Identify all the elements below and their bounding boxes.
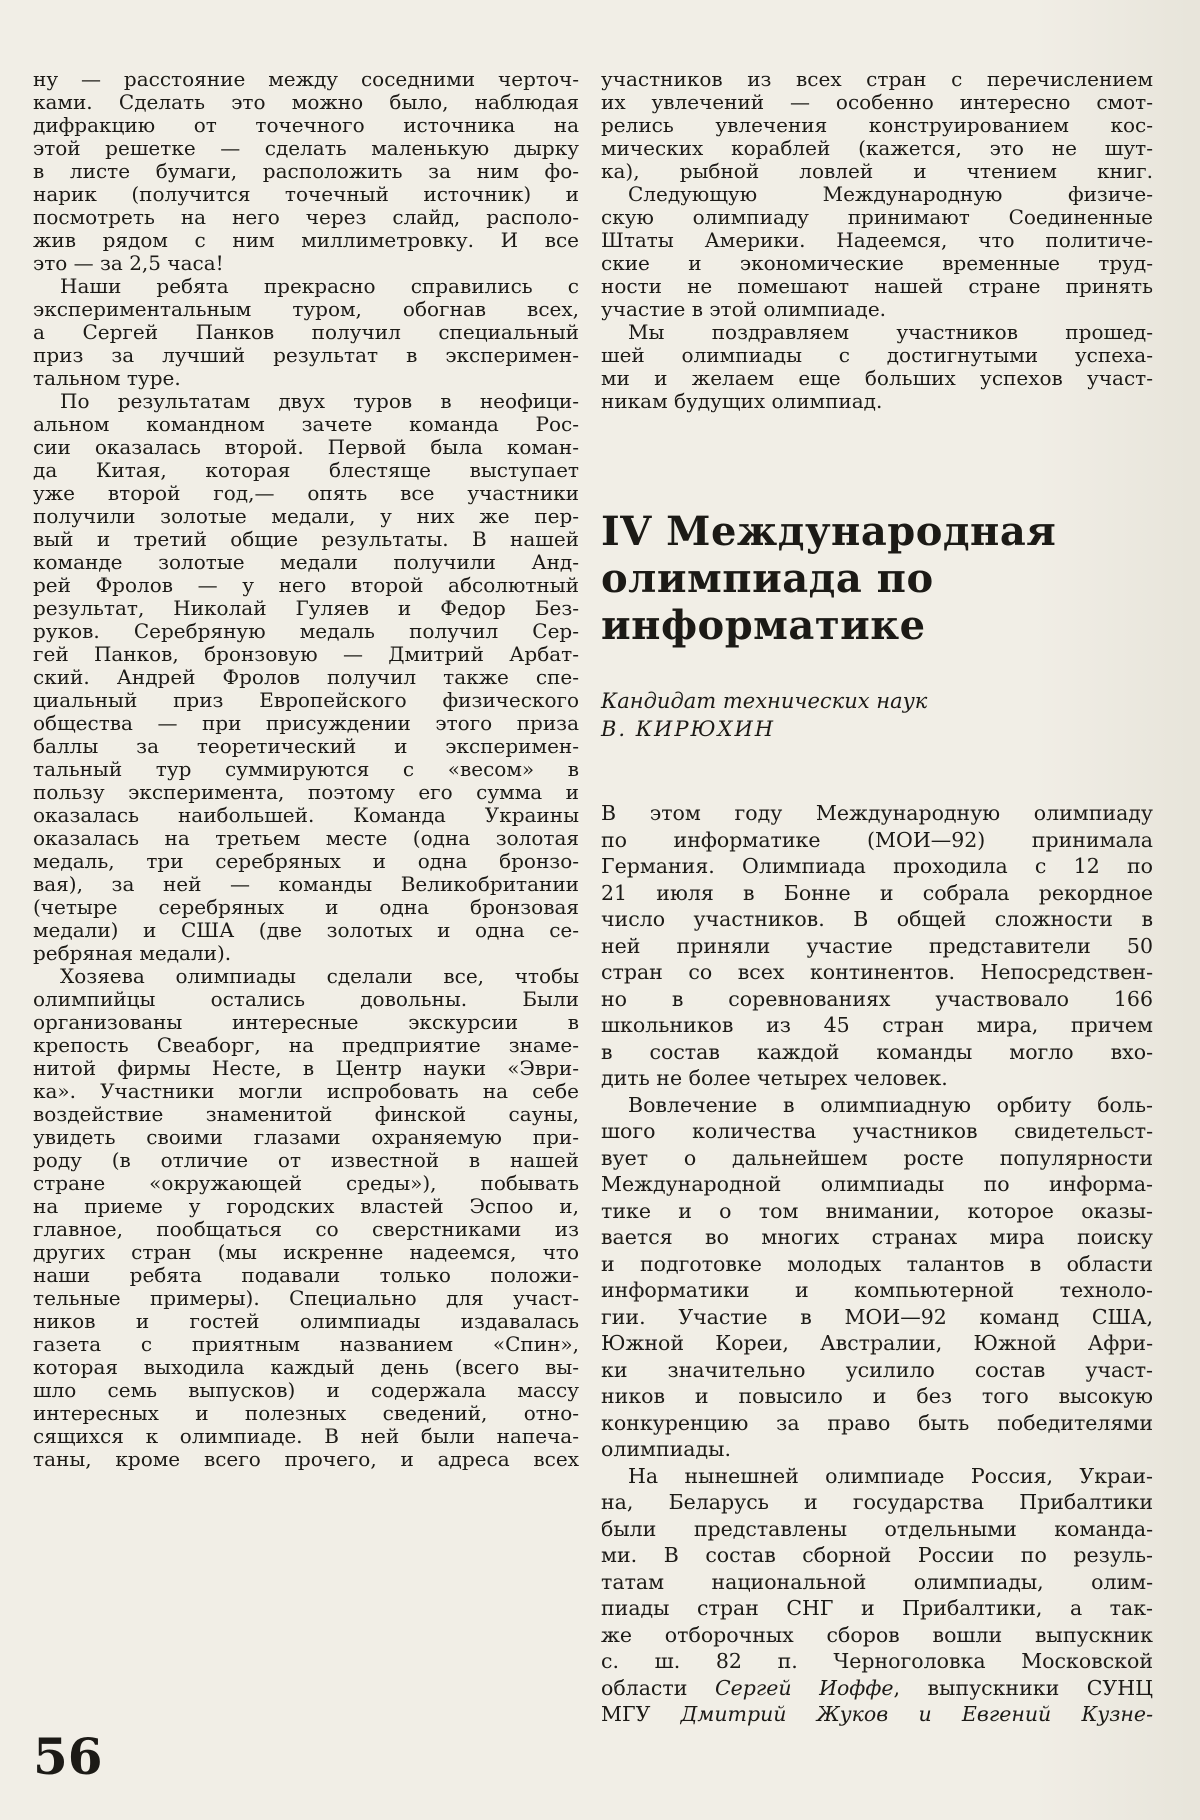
text-line xyxy=(33,712,579,735)
text-segment: оказалась на третьем месте (одна золотая xyxy=(33,826,579,850)
text-segment: тельные примеры). Специально для участ- xyxy=(33,1286,579,1310)
text-segment: это — за 2,5 часа! xyxy=(33,251,224,275)
text-line xyxy=(601,275,1153,298)
text-segment: но в соревнованиях участвовало 166 xyxy=(601,986,1153,1011)
text-line xyxy=(601,1595,1153,1622)
text-line xyxy=(33,988,579,1011)
text-line xyxy=(33,804,579,827)
text-line xyxy=(601,1198,1153,1225)
text-segment: уже второй год,— опять все участники xyxy=(33,481,579,505)
text-line xyxy=(601,1330,1153,1357)
text-segment: которая выходила каждый день (всего вы- xyxy=(33,1355,579,1379)
text-segment: их увлечений — особенно интересно смот- xyxy=(601,90,1153,114)
text-segment: тике и о том внимании, которое оказы- xyxy=(601,1198,1153,1223)
text-line xyxy=(33,1218,579,1241)
text-line xyxy=(33,758,579,781)
text-segment: экспериментальным туром, обогнав всех, xyxy=(33,297,579,321)
text-segment: тальный тур суммируются с «весом» в xyxy=(33,757,579,781)
article-body xyxy=(601,800,1153,1728)
text-segment: шей олимпиады с достигнутыми успеха- xyxy=(601,343,1153,367)
text-line xyxy=(601,800,1153,827)
text-segment: приз за лучший результат в эксперимен- xyxy=(33,343,579,367)
text-line xyxy=(33,1287,579,1310)
text-segment: Наши ребята прекрасно справились с xyxy=(60,274,579,298)
text-segment: ми. В состав сборной России по резуль- xyxy=(601,1543,1153,1567)
text-line xyxy=(33,574,579,597)
text-line xyxy=(601,1092,1153,1119)
text-segment: нитой фирмы Несте, в Центр науки «Эври- xyxy=(33,1056,579,1080)
text-line xyxy=(33,551,579,574)
text-line xyxy=(33,1310,579,1333)
text-segment: же отборочных сборов вошли выпускник xyxy=(601,1622,1153,1647)
text-segment: (четыре серебряных и одна бронзовая xyxy=(33,895,579,919)
text-line xyxy=(33,114,579,137)
text-segment: интересных и полезных сведений, отно- xyxy=(33,1401,579,1425)
text-segment: наши ребята подавали только положи- xyxy=(33,1263,579,1287)
text-line xyxy=(33,919,579,942)
text-segment: оказалась наибольшей. Команда Украины xyxy=(33,803,579,827)
text-segment: а Сергей Панков получил специальный xyxy=(33,320,579,344)
text-segment: стране «окружающей среды»), побывать xyxy=(33,1171,579,1195)
text-line xyxy=(33,367,579,390)
text-segment: да Китая, которая блестяще выступает xyxy=(33,458,579,482)
text-segment: , выпускники СУНЦ xyxy=(893,1675,1154,1700)
text-segment: общества — при присуждении этого приза xyxy=(33,711,579,735)
text-line xyxy=(601,183,1153,206)
text-line xyxy=(33,1149,579,1172)
text-line xyxy=(601,1463,1153,1490)
text-line xyxy=(33,850,579,873)
text-line xyxy=(33,229,579,252)
text-segment: Штаты Америки. Надеемся, что политиче- xyxy=(601,228,1153,252)
text-segment: дифракцию от точечного источника на xyxy=(33,113,579,137)
text-segment: ка». Участники могли испробовать на себе xyxy=(33,1079,579,1103)
text-segment: в состав каждой команды могло вхо- xyxy=(601,1039,1153,1064)
text-line xyxy=(601,1648,1153,1675)
text-line xyxy=(601,1012,1153,1039)
text-segment: ней приняли участие представители 50 xyxy=(601,933,1153,958)
article-title-line-2: олимпиада по информатике xyxy=(601,555,934,649)
text-segment: шло семь выпусков) и содержала массу xyxy=(33,1378,579,1402)
text-line xyxy=(33,1448,579,1471)
text-segment: крепость Свеаборг, на предприятие знаме- xyxy=(33,1033,579,1057)
text-segment: олимпиады. xyxy=(601,1437,731,1461)
text-segment: тальном туре. xyxy=(33,366,181,390)
text-segment: получили золотые медали, у них же пер- xyxy=(33,504,579,528)
text-segment: нарик (получится точечный источник) и xyxy=(33,182,579,206)
text-segment: жив рядом с ним миллиметровку. И все xyxy=(33,228,579,252)
text-line xyxy=(601,68,1153,91)
text-segment: скую олимпиаду принимают Соединенные xyxy=(601,205,1153,229)
text-segment: Следующую Международную физиче- xyxy=(628,182,1153,206)
text-line xyxy=(33,1080,579,1103)
text-line xyxy=(601,298,1153,321)
text-segment: олимпийцы остались довольны. Были xyxy=(33,987,579,1011)
text-segment: Вовлечение в олимпиадную орбиту боль- xyxy=(628,1092,1153,1117)
text-segment: сии оказалась второй. Первой была коман- xyxy=(33,435,579,459)
text-line xyxy=(601,1489,1153,1516)
text-segment: и подготовке молодых талантов в области xyxy=(601,1251,1153,1276)
text-segment: вается во многих странах мира поиску xyxy=(601,1225,1153,1249)
text-line xyxy=(33,1425,579,1448)
text-line xyxy=(33,666,579,689)
text-segment: были представлены отдельными команда- xyxy=(601,1516,1153,1541)
text-line xyxy=(33,1103,579,1126)
text-line xyxy=(33,1241,579,1264)
text-line xyxy=(601,1701,1153,1728)
text-line xyxy=(33,1057,579,1080)
italic-text-segment: Сергей Иоффе xyxy=(714,1675,894,1700)
text-segment: ну — расстояние между соседними черточ- xyxy=(33,67,579,91)
text-segment: участие в этой олимпиаде. xyxy=(601,297,887,321)
text-segment: ский. Андрей Фролов получил также спе- xyxy=(33,665,579,689)
text-line xyxy=(33,344,579,367)
text-segment: руков. Серебряную медаль получил Сер- xyxy=(33,619,579,643)
text-line xyxy=(33,597,579,620)
text-segment: сящихся к олимпиаде. В ней были напеча- xyxy=(33,1424,579,1448)
text-line xyxy=(33,528,579,551)
text-line xyxy=(601,1622,1153,1649)
text-line xyxy=(601,367,1153,390)
text-segment: команде золотые медали получили Анд- xyxy=(33,550,579,574)
text-line xyxy=(601,933,1153,960)
text-line xyxy=(601,853,1153,880)
text-line xyxy=(601,1357,1153,1384)
text-segment: на, Беларусь и государства Прибалтики xyxy=(601,1490,1153,1514)
text-segment: медали) и США (две золотых и одна се- xyxy=(33,918,579,942)
text-segment: Южной Кореи, Австралии, Южной Афри- xyxy=(601,1331,1153,1355)
text-segment: Мы поздравляем участников прошед- xyxy=(628,320,1153,344)
article-title-line-1: IV Международная xyxy=(601,508,1057,555)
text-line xyxy=(601,827,1153,854)
text-line xyxy=(33,1195,579,1218)
text-line xyxy=(33,68,579,91)
text-line xyxy=(601,390,1153,413)
text-line xyxy=(601,114,1153,137)
text-line xyxy=(601,91,1153,114)
text-line xyxy=(33,1356,579,1379)
text-segment: число участников. В общей сложности в xyxy=(601,907,1153,931)
text-segment: ские и экономические временные труд- xyxy=(601,251,1153,275)
text-segment: ками. Сделать это можно было, наблюдая xyxy=(33,90,579,114)
text-line xyxy=(33,91,579,114)
page-number: 56 xyxy=(33,1727,103,1786)
text-line xyxy=(33,390,579,413)
right-text-column xyxy=(601,68,1153,1728)
text-line xyxy=(601,321,1153,344)
text-line xyxy=(601,137,1153,160)
text-segment: ности не помешают нашей стране принять xyxy=(601,274,1153,298)
text-line xyxy=(33,298,579,321)
text-segment: медаль, три серебряных и одна бронзо- xyxy=(33,849,579,873)
text-line xyxy=(601,1569,1153,1596)
text-line xyxy=(33,1034,579,1057)
text-segment: по информатике (МОИ—92) принимала xyxy=(601,827,1153,852)
text-line xyxy=(33,1011,579,1034)
text-line xyxy=(601,880,1153,907)
text-line xyxy=(601,1224,1153,1251)
text-segment: татам национальной олимпиады, олим- xyxy=(601,1569,1153,1594)
text-segment: посмотреть на него через слайд, располо- xyxy=(33,205,579,229)
text-segment: ников и повысило и без того высокую xyxy=(601,1384,1153,1408)
text-segment: таны, кроме всего прочего, и адреса всех xyxy=(33,1447,579,1471)
continuation-text-block xyxy=(601,68,1153,413)
text-line xyxy=(601,229,1153,252)
text-line xyxy=(33,689,579,712)
text-segment: гии. Участие в МОИ—92 команд США, xyxy=(601,1304,1153,1329)
text-segment: ки значительно усилило состав участ- xyxy=(601,1357,1153,1382)
text-line xyxy=(601,1171,1153,1198)
text-line xyxy=(601,1039,1153,1066)
text-segment: ка), рыбной ловлей и чтением книг. xyxy=(601,159,1153,183)
text-line xyxy=(33,482,579,505)
text-segment: стран со всех континентов. Непосредствен- xyxy=(601,960,1153,984)
text-line xyxy=(33,275,579,298)
text-line xyxy=(601,206,1153,229)
text-segment: увидеть своими глазами охраняемую при- xyxy=(33,1125,579,1149)
text-segment: области xyxy=(601,1675,715,1700)
text-line xyxy=(33,1172,579,1195)
article-title xyxy=(601,508,1153,649)
text-segment: никам будущих олимпиад. xyxy=(601,389,883,413)
text-line xyxy=(33,965,579,988)
text-line xyxy=(33,183,579,206)
text-line xyxy=(33,413,579,436)
text-segment: в листе бумаги, расположить за ним фо- xyxy=(33,159,579,183)
text-segment: гей Панков, бронзовую — Дмитрий Арбат- xyxy=(33,642,579,666)
byline-author: В. КИРЮХИН xyxy=(601,717,776,741)
text-line xyxy=(601,959,1153,986)
text-segment: Хозяева олимпиады сделали все, чтобы xyxy=(60,964,579,988)
text-segment: главное, пообщаться со сверстниками из xyxy=(33,1217,579,1241)
text-segment: других стран (мы искренне надеемся, что xyxy=(33,1240,579,1264)
left-text-column xyxy=(33,68,579,1471)
text-segment: МГУ xyxy=(601,1702,681,1726)
text-segment: конкуренцию за право быть победителями xyxy=(601,1410,1153,1435)
text-line xyxy=(33,436,579,459)
text-segment: результат, Николай Гуляев и Федор Без- xyxy=(33,596,579,620)
italic-text-segment: Дмитрий Жуков и Евгений Кузне- xyxy=(680,1702,1153,1726)
text-line xyxy=(33,206,579,229)
text-line xyxy=(601,1675,1153,1702)
text-line xyxy=(601,1383,1153,1410)
text-segment: Международной олимпиады по информа- xyxy=(601,1172,1153,1196)
text-segment: На нынешней олимпиаде Россия, Украи- xyxy=(628,1463,1153,1488)
text-segment: с. ш. 82 п. Черноголовка Московской xyxy=(601,1649,1153,1673)
text-line xyxy=(601,160,1153,183)
text-segment: вая), за ней — команды Великобритании xyxy=(33,872,579,896)
text-line xyxy=(601,1542,1153,1569)
text-segment: Германия. Олимпиада проходила с 12 по xyxy=(601,854,1153,878)
text-segment: вый и третий общие результаты. В нашей xyxy=(33,527,579,551)
text-segment: информатики и компьютерной техноло- xyxy=(601,1278,1153,1302)
text-line xyxy=(601,1145,1153,1172)
text-line xyxy=(33,505,579,528)
text-line xyxy=(33,620,579,643)
text-line xyxy=(601,986,1153,1013)
text-segment: циальный приз Европейского физического xyxy=(33,688,579,712)
text-line xyxy=(33,1402,579,1425)
text-segment: этой решетке — сделать маленькую дырку xyxy=(33,136,579,160)
text-line xyxy=(601,1436,1153,1463)
text-line xyxy=(601,1118,1153,1145)
text-segment: воздействие знаменитой финской сауны, xyxy=(33,1102,579,1126)
text-line xyxy=(33,1126,579,1149)
text-segment: на приеме у городских властей Эспоо и, xyxy=(33,1194,579,1218)
text-line xyxy=(601,1410,1153,1437)
text-line xyxy=(33,896,579,919)
text-segment: ми и желаем еще больших успехов участ- xyxy=(601,366,1153,390)
byline-degree: Кандидат технических наук xyxy=(601,689,928,713)
text-segment: дить не более четырех человек. xyxy=(601,1066,948,1090)
text-line xyxy=(33,459,579,482)
text-line xyxy=(601,1304,1153,1331)
text-segment: альном командном зачете команда Рос- xyxy=(33,412,579,436)
text-line xyxy=(33,735,579,758)
text-segment: 21 июля в Бонне и собрала рекордное xyxy=(601,880,1153,905)
text-segment: релись увлечения конструированием кос- xyxy=(601,113,1153,137)
text-line xyxy=(33,160,579,183)
text-segment: рей Фролов — у него второй абсолютный xyxy=(33,573,579,597)
text-line xyxy=(33,643,579,666)
text-segment: газета с приятным названием «Спин», xyxy=(33,1332,579,1356)
text-segment: ребряная медали). xyxy=(33,941,232,965)
text-line xyxy=(601,1065,1153,1092)
text-line xyxy=(33,942,579,965)
text-segment: В этом году Международную олимпиаду xyxy=(601,801,1153,825)
text-line xyxy=(33,321,579,344)
text-line xyxy=(601,344,1153,367)
text-line xyxy=(33,781,579,804)
text-line xyxy=(601,906,1153,933)
text-segment: ников и гостей олимпиады издавалась xyxy=(33,1309,579,1333)
article-byline xyxy=(601,687,1153,743)
text-line xyxy=(33,873,579,896)
text-line xyxy=(33,1379,579,1402)
text-segment: участников из всех стран с перечислением xyxy=(601,67,1153,91)
text-segment: организованы интересные экскурсии в xyxy=(33,1010,579,1034)
text-line xyxy=(33,827,579,850)
text-segment: пользу эксперимента, поэтому его сумма и xyxy=(33,780,579,804)
text-segment: баллы за теоретический и эксперимен- xyxy=(33,734,579,758)
text-segment: вует о дальнейшем росте популярности xyxy=(601,1145,1153,1170)
text-line xyxy=(601,252,1153,275)
text-segment: школьников из 45 стран мира, причем xyxy=(601,1013,1153,1037)
text-segment: роду (в отличие от известной в нашей xyxy=(33,1148,579,1172)
text-segment: пиады стран СНГ и Прибалтики, а так- xyxy=(601,1596,1153,1620)
text-line xyxy=(33,137,579,160)
text-line xyxy=(33,252,579,275)
text-line xyxy=(33,1333,579,1356)
text-segment: шого количества участников свидетельст- xyxy=(601,1119,1153,1143)
text-line xyxy=(33,1264,579,1287)
text-segment: По результатам двух туров в неофици- xyxy=(60,389,579,413)
text-line xyxy=(601,1516,1153,1543)
text-line xyxy=(601,1277,1153,1304)
text-segment: мических кораблей (кажется, это не шут- xyxy=(601,136,1153,160)
text-line xyxy=(601,1251,1153,1278)
